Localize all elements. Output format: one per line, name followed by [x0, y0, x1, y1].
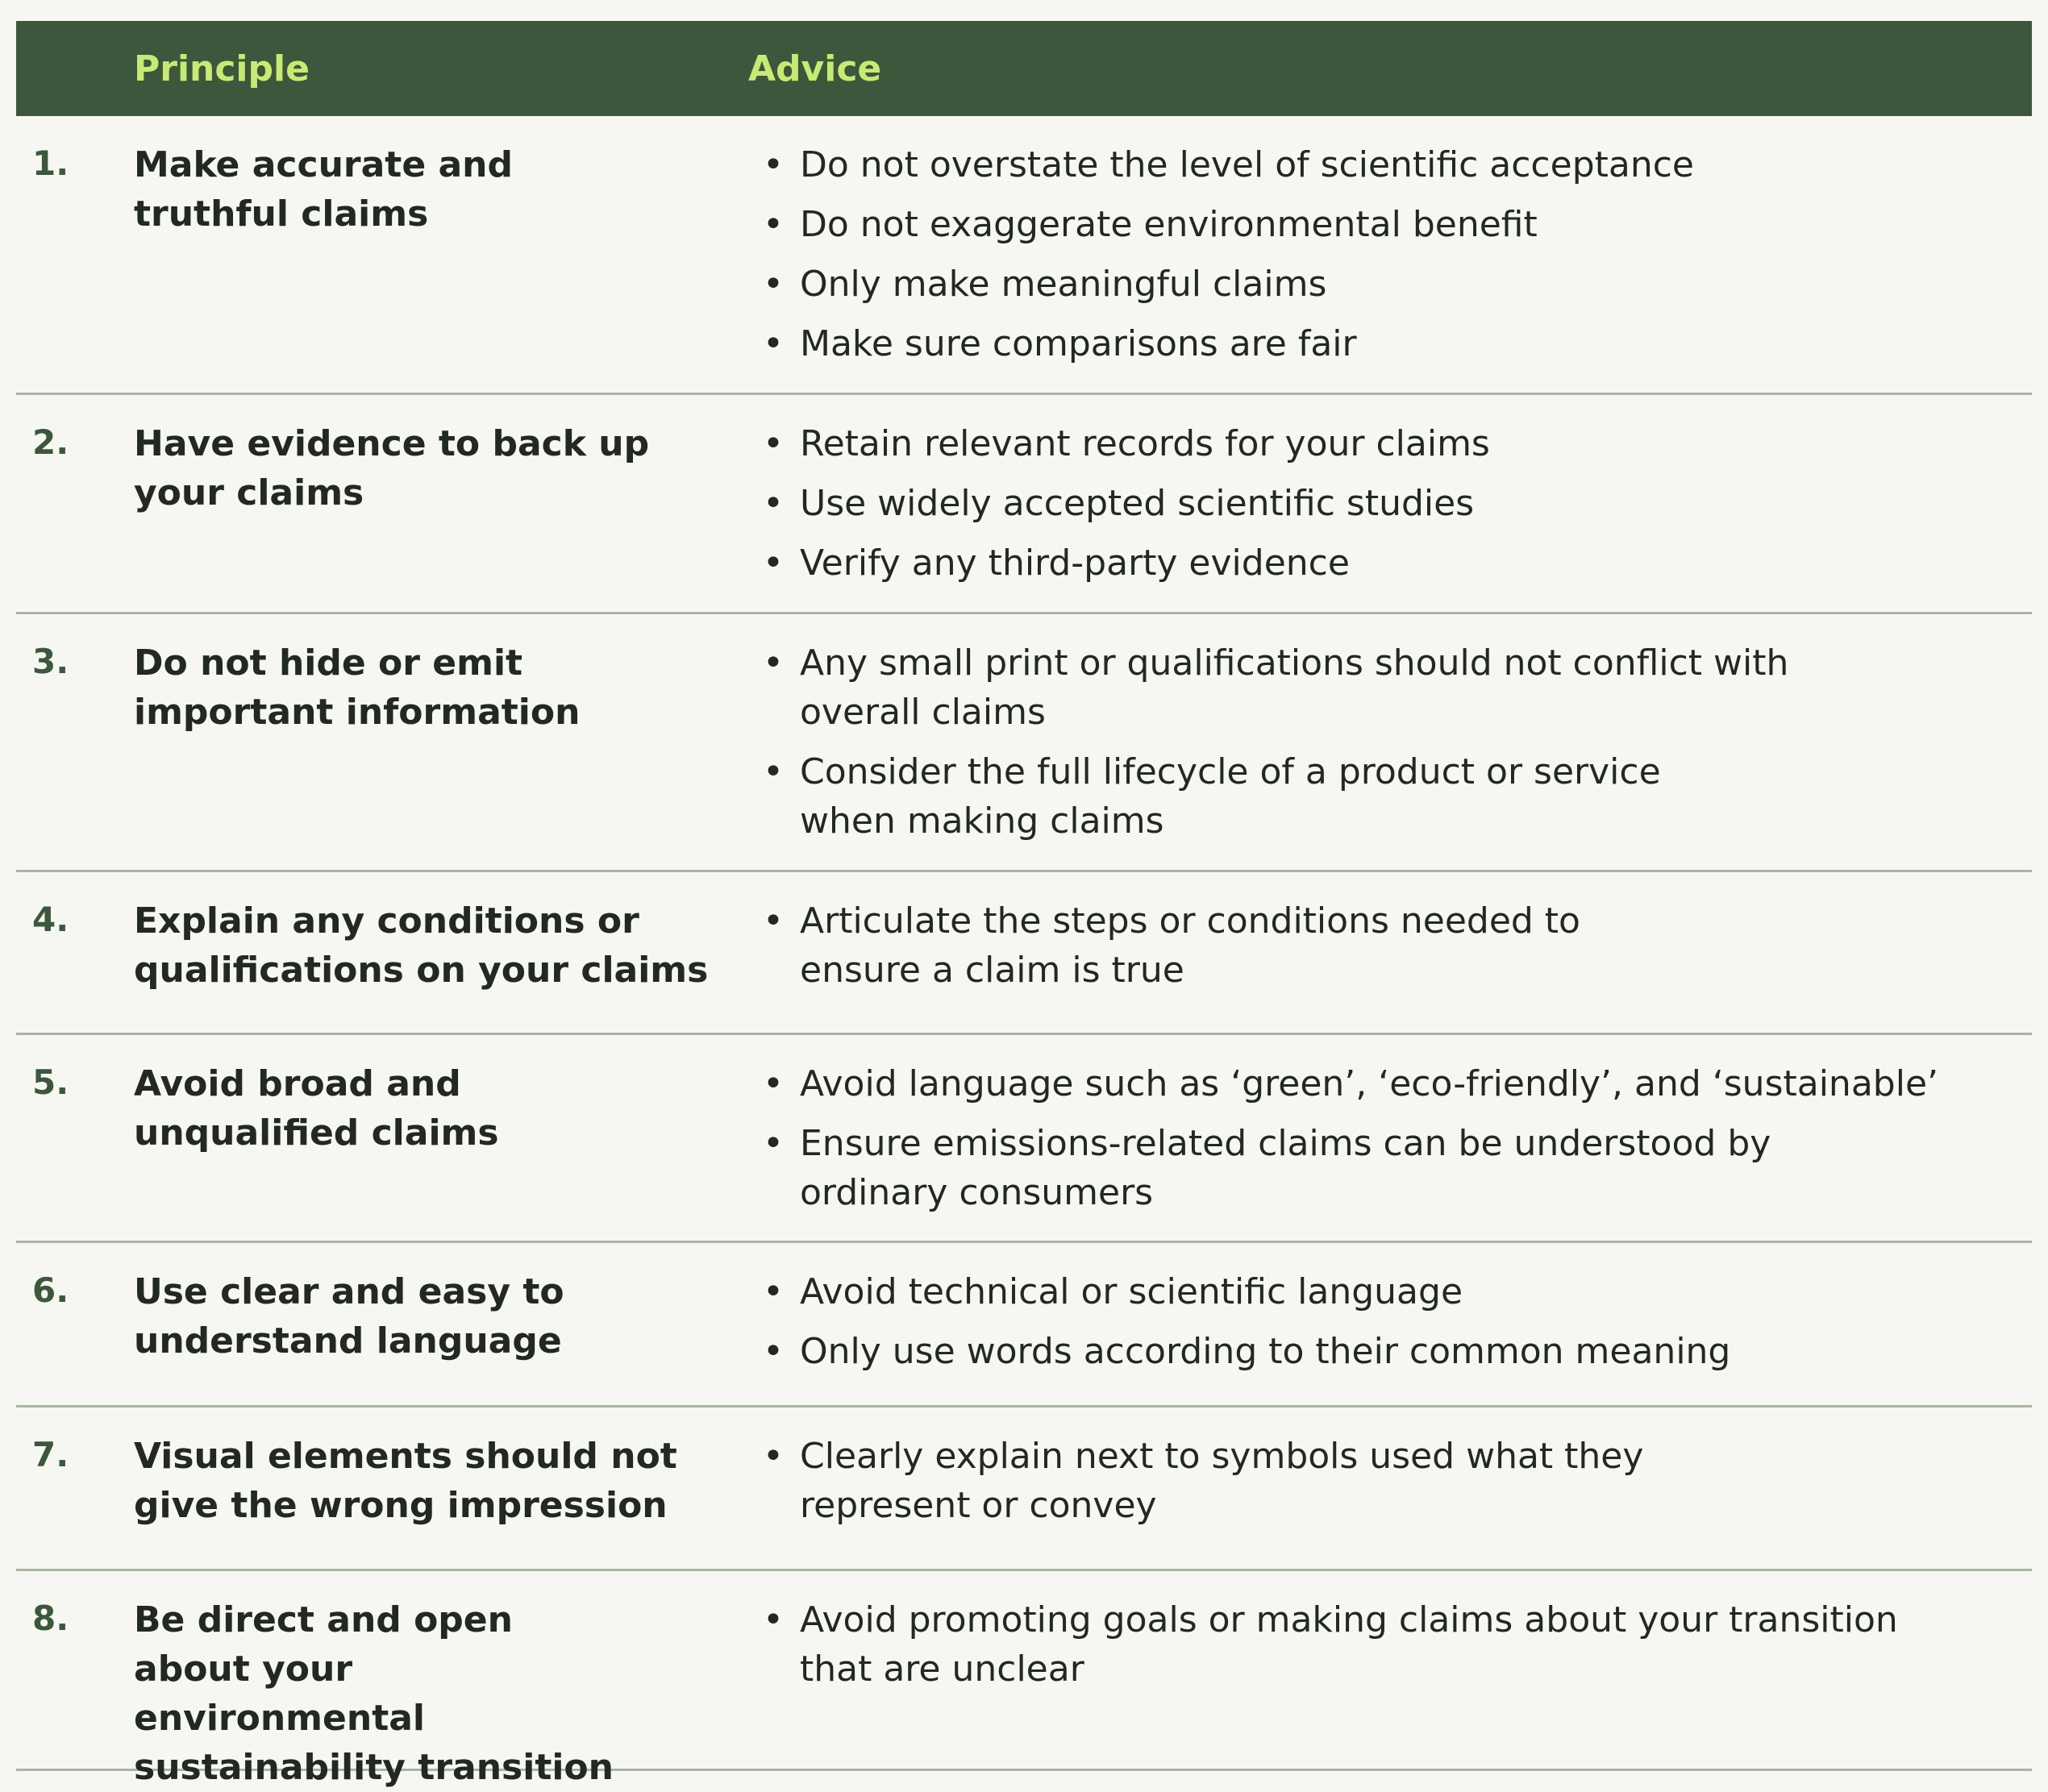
list-item	[748, 747, 2022, 846]
principle-text: Use clear and easy to understand language	[134, 1271, 564, 1362]
row-number: 7.	[32, 1435, 69, 1474]
principle-text: Visual elements should not give the wrong impression	[134, 1436, 677, 1526]
list-item	[748, 1595, 2022, 1694]
list-item	[748, 638, 2022, 737]
bullet-icon: •	[763, 751, 784, 792]
bullet-icon: •	[763, 144, 784, 185]
bullet-icon: •	[763, 204, 784, 245]
row-number: 2.	[32, 422, 69, 462]
table-row	[16, 1571, 2032, 1788]
bullet-icon: •	[763, 1063, 784, 1104]
table-row	[16, 614, 2032, 872]
row-number: 4.	[32, 900, 69, 939]
table-row	[16, 116, 2032, 395]
list-item	[748, 200, 2022, 249]
list-item	[748, 896, 2022, 995]
row-number: 6.	[32, 1270, 69, 1310]
row-number: 1.	[32, 143, 69, 183]
principle-text: Be direct and open about your environmental sustainability transition	[134, 1599, 614, 1788]
advice-list	[748, 638, 2022, 856]
list-item	[748, 1119, 2022, 1217]
advice-list	[748, 896, 2022, 1005]
advice-text: Only use words according to their common meaning	[800, 1331, 1731, 1372]
advice-text: Articulate the steps or conditions needed to ensure a claim is true	[800, 900, 1580, 991]
advice-text: Any small print or qualifications should not conflict with overall claims	[800, 642, 1789, 733]
table-row	[16, 395, 2032, 614]
list-item	[748, 1327, 2022, 1376]
header-advice: Advice	[748, 48, 882, 89]
table-row	[16, 1243, 2032, 1407]
advice-list	[748, 140, 2022, 379]
list-item	[748, 419, 2022, 468]
bullet-icon: •	[763, 1271, 784, 1312]
advice-list	[748, 419, 2022, 598]
bullet-icon: •	[763, 264, 784, 305]
bullet-icon: •	[763, 323, 784, 364]
bullet-icon: •	[763, 900, 784, 942]
advice-text: Clearly explain next to symbols used what they represent or convey	[800, 1436, 1644, 1526]
bullet-icon: •	[763, 1436, 784, 1477]
bullet-icon: •	[763, 1331, 784, 1372]
bullet-icon: •	[763, 642, 784, 684]
advice-text: Consider the full lifecycle of a product or service when making claims	[800, 751, 1661, 842]
list-item	[748, 260, 2022, 309]
bullet-icon: •	[763, 423, 784, 464]
bullet-icon: •	[763, 543, 784, 584]
advice-text: Ensure emissions-related claims can be understood by ordinary consumers	[800, 1123, 1771, 1213]
advice-list	[748, 1595, 2022, 1704]
table-row	[16, 1407, 2032, 1571]
bullet-icon: •	[763, 1123, 784, 1164]
header-principle: Principle	[134, 48, 310, 89]
advice-text: Do not overstate the level of scientific acceptance	[800, 144, 1694, 185]
advice-text: Retain relevant records for your claims	[800, 423, 1490, 464]
advice-text: Only make meaningful claims	[800, 264, 1327, 305]
principles-table	[16, 21, 2032, 1788]
list-item	[748, 319, 2022, 368]
advice-text: Verify any third-party evidence	[800, 543, 1350, 584]
advice-text: Use widely accepted scientific studies	[800, 483, 1475, 524]
table-row	[16, 1035, 2032, 1243]
principle-text: Avoid broad and unqualified claims	[134, 1063, 499, 1154]
list-item	[748, 1432, 2022, 1530]
principle-text: Make accurate and truthful claims	[134, 144, 513, 235]
bullet-icon: •	[763, 483, 784, 524]
row-number: 5.	[32, 1062, 69, 1102]
principle-text: Do not hide or emit important information	[134, 642, 581, 733]
advice-text: Avoid technical or scientific language	[800, 1271, 1463, 1312]
advice-text: Avoid promoting goals or making claims about your transition that are unclear	[800, 1599, 1898, 1690]
advice-list	[748, 1267, 2022, 1387]
advice-text: Do not exaggerate environmental benefit	[800, 204, 1538, 245]
advice-list	[748, 1432, 2022, 1540]
advice-text: Make sure comparisons are fair	[800, 323, 1357, 364]
bullet-icon: •	[763, 1599, 784, 1640]
principle-text: Have evidence to back up your claims	[134, 423, 650, 513]
row-number: 8.	[32, 1599, 69, 1638]
advice-text: Avoid language such as ‘green’, ‘eco-friendly’, and ‘sustainable’	[800, 1063, 1938, 1104]
list-item	[748, 1267, 2022, 1316]
table-header	[16, 21, 2032, 116]
list-item	[748, 538, 2022, 588]
list-item	[748, 140, 2022, 189]
principle-text: Explain any conditions or qualifications on your claims	[134, 900, 709, 991]
row-number: 3.	[32, 642, 69, 681]
advice-list	[748, 1059, 2022, 1228]
list-item	[748, 1059, 2022, 1108]
table-row	[16, 872, 2032, 1035]
list-item	[748, 479, 2022, 528]
